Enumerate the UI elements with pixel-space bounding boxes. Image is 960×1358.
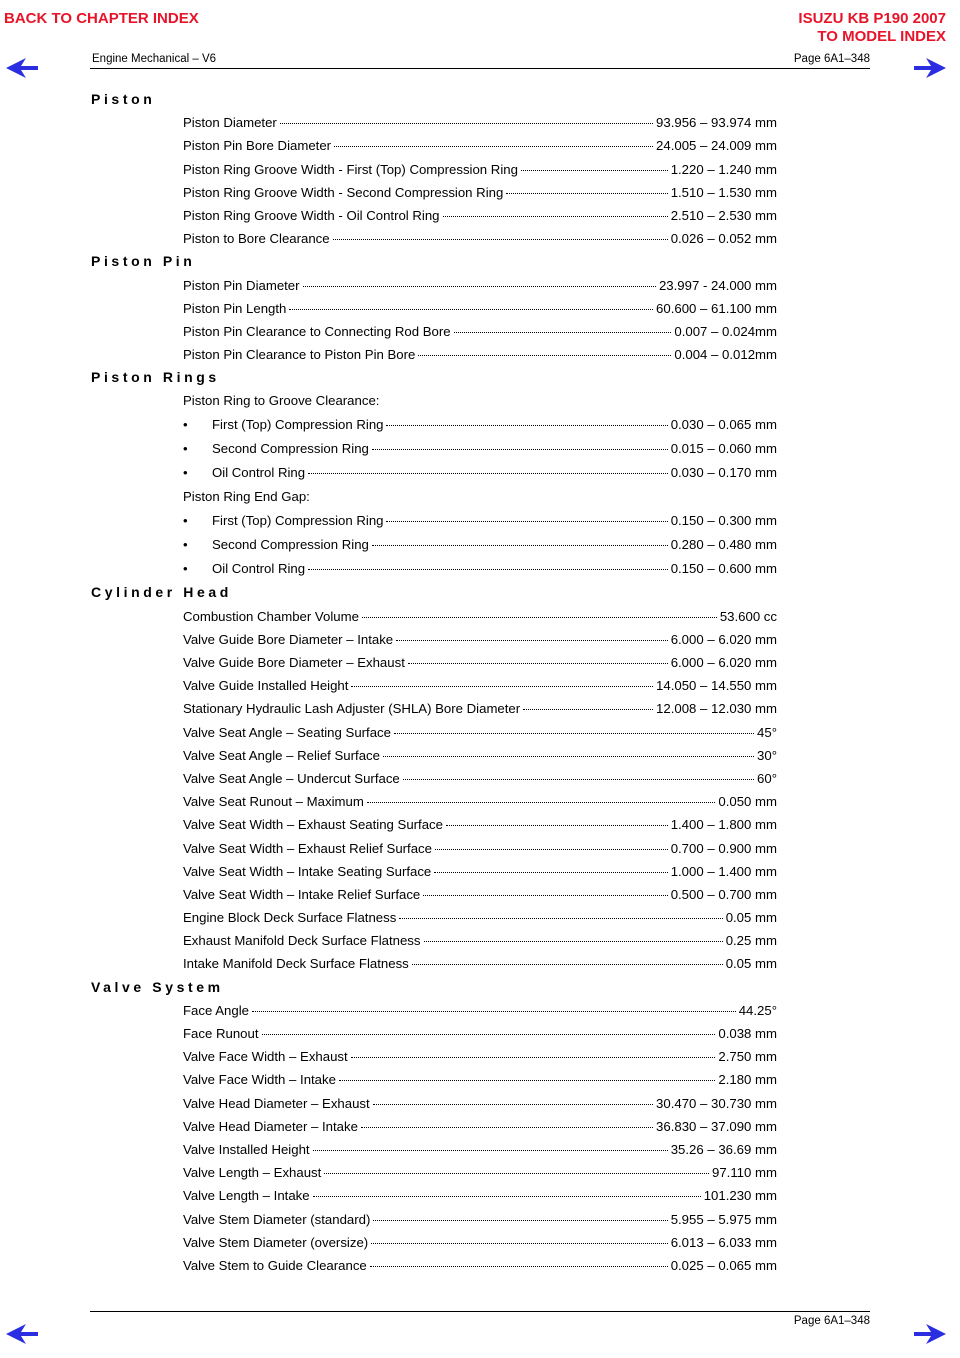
spec-row <box>183 906 777 929</box>
spec-label: Piston Pin Diameter <box>183 277 300 293</box>
dot-leader <box>313 1150 668 1151</box>
spec-label: Face Runout <box>183 1026 259 1041</box>
spec-value: 0.025 – 0.065 mm <box>670 1257 777 1273</box>
spec-row <box>183 605 777 628</box>
bullet-icon: • <box>183 561 188 577</box>
spec-label: Combustion Chamber Volume <box>183 608 359 624</box>
spec-value: 0.030 – 0.170 mm <box>670 465 777 481</box>
spec-value: 30.470 – 30.730 mm <box>656 1095 777 1111</box>
dot-leader <box>372 449 668 450</box>
dot-leader <box>324 1173 709 1174</box>
spec-value: 1.510 – 1.530 mm <box>670 184 777 200</box>
spec-label: Piston to Bore Clearance <box>183 231 330 247</box>
spec-value: 14.050 – 14.550 mm <box>656 678 777 694</box>
spec-label: Valve Length – Intake <box>183 1188 310 1204</box>
spec-value: 6.000 – 6.020 mm <box>670 631 777 647</box>
spec-row <box>183 697 777 720</box>
dot-leader <box>334 146 653 147</box>
spec-value: 35.26 – 36.69 mm <box>670 1141 777 1157</box>
section-title-valve-system: Valve System <box>91 978 224 995</box>
spec-row <box>183 204 777 227</box>
spec-value: 1.220 – 1.240 mm <box>670 161 777 177</box>
spec-label: Piston Pin Clearance to Piston Pin Bore <box>183 347 416 363</box>
spec-row <box>183 413 777 437</box>
spec-row <box>183 744 777 767</box>
dot-leader <box>454 332 672 333</box>
previous-page-arrow-icon[interactable] <box>4 56 40 80</box>
dot-leader <box>373 1104 653 1105</box>
dot-leader <box>252 1011 736 1012</box>
dot-leader <box>339 1080 715 1081</box>
spec-label: Valve Seat Angle – Relief Surface <box>183 747 380 763</box>
spec-value: 2.180 mm <box>718 1072 777 1088</box>
groove-clearance-heading: Piston Ring to Groove Clearance: <box>183 393 380 409</box>
back-to-chapter-index-link[interactable]: BACK TO CHAPTER INDEX <box>4 10 199 27</box>
dot-leader <box>383 756 754 757</box>
dot-leader <box>403 779 754 780</box>
spec-row <box>183 533 777 557</box>
spec-row <box>183 837 777 860</box>
cylinder-head-spec-list <box>0 605 960 976</box>
spec-row <box>183 320 777 343</box>
dot-leader <box>373 1220 667 1221</box>
dot-leader <box>303 286 656 287</box>
to-model-index-link[interactable]: TO MODEL INDEX <box>817 28 946 45</box>
spec-row <box>183 1184 777 1207</box>
spec-value: 1.000 – 1.400 mm <box>670 863 777 879</box>
spec-label: Valve Guide Bore Diameter – Exhaust <box>183 655 405 670</box>
spec-value: 1.400 – 1.800 mm <box>670 817 777 833</box>
spec-row <box>183 1254 777 1277</box>
dot-leader <box>351 686 653 687</box>
spec-row <box>183 1115 777 1138</box>
spec-label: Piston Ring Groove Width - First (Top) Compression Ring <box>183 161 518 177</box>
spec-label: Piston Ring Groove Width - Second Compression Ring <box>183 184 504 200</box>
spec-row <box>183 674 777 697</box>
spec-label: Stationary Hydraulic Lash Adjuster (SHLA) Bore Diameter <box>183 701 521 717</box>
spec-label: Valve Guide Bore Diameter – Intake <box>183 631 394 647</box>
spec-content <box>0 88 960 1277</box>
dot-leader <box>280 123 653 124</box>
spec-value: 0.150 – 0.600 mm <box>670 561 777 577</box>
spec-value: 101.230 mm <box>703 1188 777 1204</box>
spec-label: Valve Stem Diameter (oversize) <box>183 1234 369 1250</box>
end-gap-list <box>0 509 960 581</box>
header-section-title: Engine Mechanical – V6 <box>92 53 217 65</box>
dot-leader <box>289 309 653 310</box>
dot-leader <box>262 1034 716 1035</box>
spec-value: 0.015 – 0.060 mm <box>670 441 777 457</box>
spec-label: Oil Control Ring <box>212 465 306 481</box>
spec-label: Valve Seat Width – Intake Relief Surface <box>183 886 421 902</box>
footer-page-number: Page 6A1–348 <box>793 1315 870 1327</box>
spec-row <box>183 1231 777 1254</box>
spec-label: Face Angle <box>183 1002 249 1018</box>
spec-label: Valve Seat Width – Exhaust Relief Surface <box>183 840 432 856</box>
spec-row <box>183 1208 777 1231</box>
spec-value: 36.830 – 37.090 mm <box>656 1118 777 1134</box>
bullet-icon: • <box>183 513 188 529</box>
spec-label: Second Compression Ring <box>212 537 369 553</box>
spec-label: First (Top) Compression Ring <box>212 513 384 529</box>
dot-leader <box>408 663 668 664</box>
dot-leader <box>372 545 668 546</box>
dot-leader <box>386 521 667 522</box>
spec-value: 0.500 – 0.700 mm <box>670 886 777 902</box>
spec-label: Exhaust Manifold Deck Surface Flatness <box>183 933 421 949</box>
spec-label: Intake Manifold Deck Surface Flatness <box>183 956 409 972</box>
dot-leader <box>361 1127 653 1128</box>
spec-row <box>183 158 777 181</box>
spec-row <box>183 721 777 744</box>
header-divider <box>90 68 870 69</box>
section-title-piston-pin: Piston Pin <box>91 253 196 270</box>
spec-value: 0.030 – 0.065 mm <box>670 417 777 433</box>
spec-value: 44.25° <box>738 1002 777 1018</box>
spec-value: 97.110 mm <box>712 1165 777 1181</box>
spec-row <box>183 651 777 674</box>
spec-value: 0.038 mm <box>718 1026 777 1041</box>
dot-leader <box>412 964 723 965</box>
spec-label: Valve Guide Installed Height <box>183 678 349 694</box>
dot-leader <box>423 895 667 896</box>
spec-row <box>183 111 777 134</box>
dot-leader <box>351 1057 716 1058</box>
dot-leader <box>435 849 668 850</box>
spec-label: First (Top) Compression Ring <box>212 417 384 433</box>
dot-leader <box>370 1266 668 1267</box>
spec-row <box>183 134 777 157</box>
dot-leader <box>434 872 667 873</box>
spec-value: 60.600 – 61.100 mm <box>656 300 777 316</box>
dot-leader <box>367 802 716 803</box>
spec-label: Valve Face Width – Intake <box>183 1072 336 1088</box>
spec-label: Piston Pin Clearance to Connecting Rod Bore <box>183 323 451 339</box>
spec-row <box>183 999 777 1022</box>
dot-leader <box>424 941 723 942</box>
spec-label: Valve Seat Width – Intake Seating Surface <box>183 863 432 879</box>
spec-row <box>183 1138 777 1161</box>
spec-label: Piston Ring Groove Width - Oil Control Ring <box>183 207 440 223</box>
spec-value: 24.005 – 24.009 mm <box>656 138 777 154</box>
spec-value: 0.05 mm <box>725 956 777 972</box>
spec-value: 30° <box>757 747 777 763</box>
spec-row <box>183 1161 777 1184</box>
spec-row <box>183 343 777 366</box>
spec-value: 2.510 – 2.530 mm <box>670 207 777 223</box>
spec-label: Valve Head Diameter – Exhaust <box>183 1095 370 1111</box>
spec-value: 0.700 – 0.900 mm <box>670 840 777 856</box>
model-title-link[interactable]: ISUZU KB P190 2007 <box>798 10 946 27</box>
spec-row <box>183 952 777 975</box>
spec-label: Valve Seat Angle – Seating Surface <box>183 724 391 740</box>
spec-label: Piston Pin Bore Diameter <box>183 138 332 154</box>
section-title-piston: Piston <box>91 91 156 107</box>
spec-value: 5.955 – 5.975 mm <box>670 1211 777 1227</box>
spec-row <box>183 181 777 204</box>
spec-label: Valve Seat Runout – Maximum <box>183 794 364 810</box>
dot-leader <box>371 1243 668 1244</box>
end-gap-heading: Piston Ring End Gap: <box>183 489 310 505</box>
dot-leader <box>506 193 667 194</box>
spec-value: 0.007 – 0.024mm <box>674 323 777 339</box>
spec-value: 60° <box>757 770 777 786</box>
spec-value: 0.25 mm <box>725 933 777 949</box>
piston-spec-list <box>0 111 960 250</box>
spec-value: 23.997 - 24.000 mm <box>658 277 777 293</box>
spec-value: 6.013 – 6.033 mm <box>670 1234 777 1250</box>
previous-page-arrow-bottom-icon[interactable] <box>4 1322 40 1346</box>
spec-label: Valve Head Diameter – Intake <box>183 1118 358 1134</box>
spec-row <box>183 274 777 297</box>
spec-row <box>183 461 777 485</box>
dot-leader <box>443 216 668 217</box>
spec-label: Valve Seat Angle – Undercut Surface <box>183 770 400 786</box>
spec-row <box>183 227 777 250</box>
spec-value: 0.05 mm <box>725 910 777 926</box>
dot-leader <box>523 709 653 710</box>
model-index-links <box>798 10 946 46</box>
header-page-number: Page 6A1–348 <box>793 53 870 65</box>
spec-row <box>183 297 777 320</box>
spec-value: 0.004 – 0.012mm <box>674 347 777 363</box>
spec-value: 53.600 cc <box>719 608 777 624</box>
spec-label: Valve Stem Diameter (standard) <box>183 1211 371 1227</box>
dot-leader <box>394 733 754 734</box>
spec-value: 6.000 – 6.020 mm <box>670 655 777 670</box>
dot-leader <box>521 170 668 171</box>
spec-label: Piston Diameter <box>183 115 277 131</box>
spec-label: Valve Length – Exhaust <box>183 1165 322 1181</box>
section-title-cylinder-head: Cylinder Head <box>91 584 232 601</box>
spec-value: 0.050 mm <box>718 794 777 810</box>
spec-label: Valve Stem to Guide Clearance <box>183 1257 367 1273</box>
spec-row <box>183 557 777 581</box>
bullet-icon: • <box>183 465 188 481</box>
spec-row <box>183 628 777 651</box>
dot-leader <box>308 569 668 570</box>
spec-row <box>183 1022 777 1045</box>
spec-row <box>183 1068 777 1091</box>
spec-label: Valve Face Width – Exhaust <box>183 1049 348 1065</box>
spec-value: 93.956 – 93.974 mm <box>656 115 777 131</box>
spec-label: Valve Installed Height <box>183 1141 310 1157</box>
dot-leader <box>362 617 717 618</box>
valve-system-spec-list <box>0 999 960 1277</box>
spec-label: Valve Seat Width – Exhaust Seating Surface <box>183 817 443 833</box>
spec-value: 45° <box>757 724 777 740</box>
dot-leader <box>446 825 668 826</box>
groove-clearance-list <box>0 413 960 485</box>
spec-label: Oil Control Ring <box>212 561 306 577</box>
spec-label: Engine Block Deck Surface Flatness <box>183 910 397 926</box>
dot-leader <box>313 1196 701 1197</box>
spec-value: 2.750 mm <box>718 1049 777 1065</box>
spec-row <box>183 509 777 533</box>
spec-value: 12.008 – 12.030 mm <box>656 701 777 717</box>
spec-row <box>183 1092 777 1115</box>
spec-value: 0.280 – 0.480 mm <box>670 537 777 553</box>
bullet-icon: • <box>183 441 188 457</box>
section-title-piston-rings: Piston Rings <box>91 369 220 386</box>
spec-label: Piston Pin Length <box>183 300 287 316</box>
footer-divider <box>90 1311 870 1312</box>
dot-leader <box>418 355 671 356</box>
bullet-icon: • <box>183 537 188 553</box>
spec-row <box>183 813 777 836</box>
spec-row <box>183 1045 777 1068</box>
dot-leader <box>333 239 668 240</box>
spec-label: Second Compression Ring <box>212 441 369 457</box>
spec-row <box>183 883 777 906</box>
dot-leader <box>308 473 668 474</box>
dot-leader <box>396 640 668 641</box>
spec-row <box>183 929 777 952</box>
piston-pin-spec-list <box>0 274 960 367</box>
dot-leader <box>399 918 722 919</box>
next-page-arrow-icon[interactable] <box>912 56 948 80</box>
spec-row <box>183 790 777 813</box>
spec-value: 0.026 – 0.052 mm <box>670 231 777 247</box>
spec-row <box>183 860 777 883</box>
dot-leader <box>386 425 667 426</box>
bullet-icon: • <box>183 417 188 433</box>
spec-row <box>183 767 777 790</box>
next-page-arrow-bottom-icon[interactable] <box>912 1322 948 1346</box>
spec-value: 0.150 – 0.300 mm <box>670 513 777 529</box>
spec-row <box>183 437 777 461</box>
